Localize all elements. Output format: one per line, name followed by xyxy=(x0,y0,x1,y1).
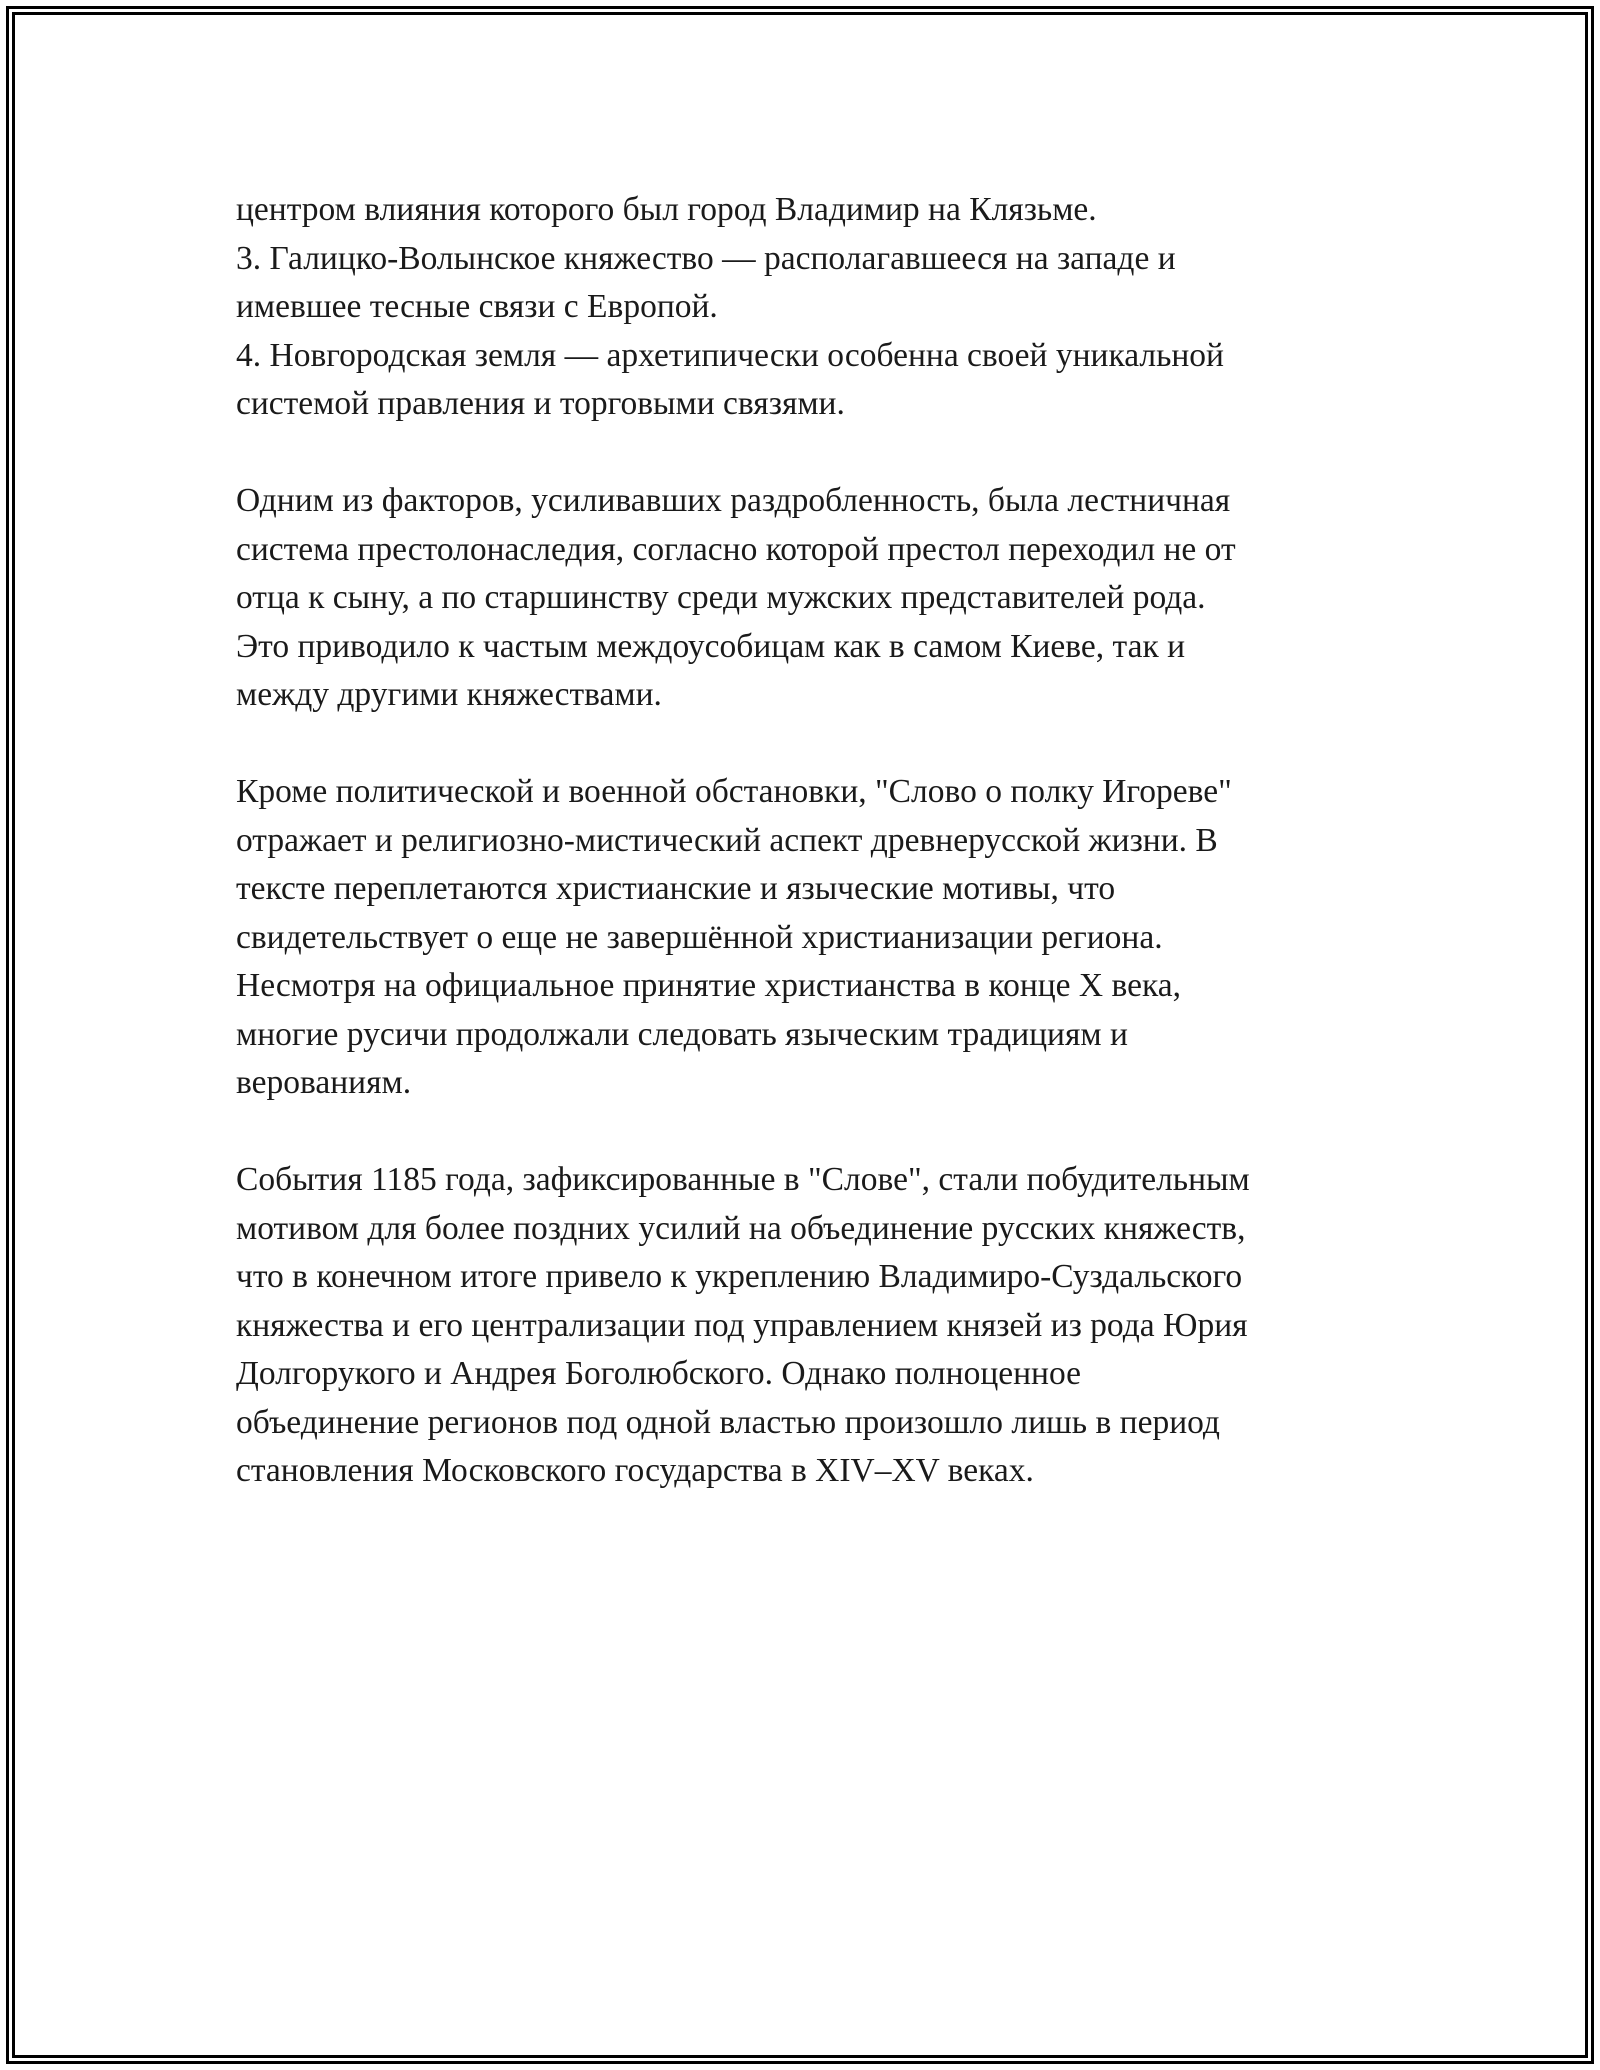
text-line: системой правления и торговыми связями. xyxy=(236,385,845,422)
text-line: 4. Новгородская земля — архетипически особенна своей уникальной xyxy=(236,336,1224,374)
text-line: отражает и религиозно-мистический аспект древнерусской жизни. В xyxy=(236,821,1218,859)
text-line: верованиям. xyxy=(236,1064,412,1101)
text-line: система престолонаследия, согласно которой престол переходил не от xyxy=(236,530,1236,568)
text-line: Долгорукого и Андрея Боголюбского. Однако полноценное xyxy=(236,1355,1082,1392)
paragraph-succession-system xyxy=(236,477,1366,720)
paragraph-principalities-list xyxy=(236,186,1366,429)
text-line: Кроме политической и военной обстановки, "Слово о полку Игореве" xyxy=(236,773,1232,810)
text-line: многие русичи продолжали следовать языческим традициям и xyxy=(236,1015,1128,1053)
text-line: княжества и его централизации под управлением князей из рода Юрия xyxy=(236,1306,1248,1344)
paragraph-unification xyxy=(236,1156,1366,1496)
text-line: тексте переплетаются христианские и языческие мотивы, что xyxy=(236,870,1116,907)
text-line: объединение регионов под одной властью произошло лишь в период xyxy=(236,1403,1220,1441)
text-line: имевшее тесные связи с Европой. xyxy=(236,288,718,325)
document-body xyxy=(236,186,1366,1496)
text-line: что в конечном итоге привело к укреплению Владимиро-Суздальского xyxy=(236,1258,1243,1295)
text-line: События 1185 года, зафиксированные в "Слове", стали побудительным xyxy=(236,1161,1250,1198)
text-line: свидетельствует о еще не завершённой христианизации региона. xyxy=(236,918,1163,956)
text-line: между другими княжествами. xyxy=(236,676,662,713)
text-line: центром влияния которого был город Владимир на Клязьме. xyxy=(236,191,1097,228)
text-line: Одним из факторов, усиливавших раздробленность, была лестничная xyxy=(236,482,1231,519)
text-line: становления Московского государства в XIV–XV веках. xyxy=(236,1452,1034,1489)
text-line: Это приводило к частым междоусобицам как в самом Киеве, так и xyxy=(236,627,1186,665)
paragraph-religious-aspect xyxy=(236,768,1366,1108)
text-line: Несмотря на официальное принятие христианства в конце X века, xyxy=(236,967,1181,1004)
text-line: мотивом для более поздних усилий на объединение русских княжеств, xyxy=(236,1209,1246,1247)
text-line: отца к сыну, а по старшинству среди мужских представителей рода. xyxy=(236,579,1206,616)
text-line: 3. Галицко-Волынское княжество — располагавшееся на западе и xyxy=(236,239,1176,277)
